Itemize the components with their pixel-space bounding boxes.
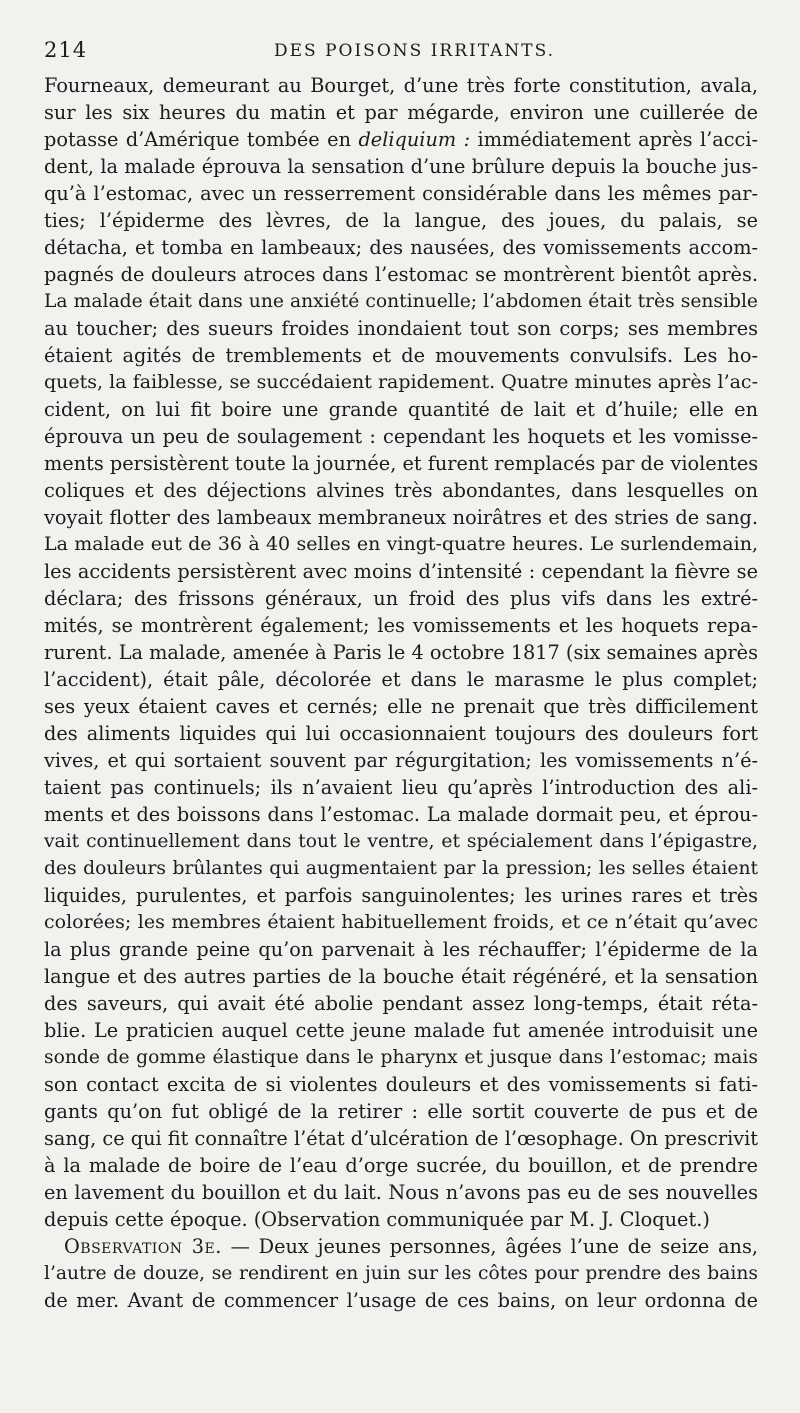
text-line: depuis cette époque. (Observation communiquée par M. J. Cloquet.): [44, 1208, 710, 1231]
text-line: son contact excita de si violentes douleurs et des vomissements si fati-: [44, 1073, 758, 1096]
text-segment: potasse d’Amérique tombée en: [44, 128, 359, 151]
text-line: des douleurs brûlantes qui augmentaient par la pression; les selles étaient: [44, 858, 758, 879]
text-segment: immédiatement après l’acci-: [470, 128, 758, 151]
text-line: voyait flotter des lambeaux membraneux noirâtres et des stries de sang.: [44, 506, 758, 529]
text-line: Fourneaux, demeurant au Bourget, d’une très forte constitution, avala,: [44, 74, 758, 97]
text-line: sang, ce qui fit connaître l’état d’ulcération de l’œsophage. On prescrivit: [44, 1127, 758, 1150]
running-head: DES POISONS IRRITANTS.: [274, 41, 556, 61]
text-line: quets, la faiblesse, se succédaient rapidement. Quatre minutes après l’ac-: [44, 371, 758, 393]
text-line: pagnés de douleurs atroces dans l’estomac se montrèrent bientôt après.: [44, 263, 758, 286]
text-line: vait continuellement dans tout le ventre, et spécialement dans l’épigastre,: [44, 831, 758, 852]
text-line: [44, 1233, 758, 1260]
text-line: l’autre de douze, se rendirent en juin sur les côtes pour prendre des bains: [44, 1263, 758, 1284]
text-line: les accidents persistèrent avec moins d’intensité : cependant la fièvre se: [44, 560, 758, 583]
text-line: la plus grande peine qu’on parvenait à les réchauffer; l’épiderme de la: [44, 938, 758, 961]
text-line: de mer. Avant de commencer l’usage de ces bains, on leur ordonna de: [44, 1289, 758, 1312]
text-line: vives, et qui sortaient souvent par régurgitation; les vomissements n’é-: [44, 749, 758, 772]
text-line: détacha, et tomba en lambeaux; des nausées, des vomissements accom-: [44, 236, 758, 259]
text-line: liquides, purulentes, et parfois sanguinolentes; les urines rares et très: [44, 884, 758, 907]
text-line: ties; l’épiderme des lèvres, de la langue, des joues, du palais, se: [44, 209, 758, 232]
text-line: dent, la malade éprouva la sensation d’une brûlure depuis la bouche jus-: [44, 155, 758, 178]
text-line: des saveurs, qui avait été abolie pendant assez long-temps, était réta-: [44, 992, 758, 1015]
text-line: l’accident), était pâle, décolorée et dans le marasme le plus complet;: [44, 668, 758, 691]
text-line: sur les six heures du matin et par mégarde, environ une cuillerée de: [44, 101, 758, 124]
text-line: La malade était dans une anxiété continuelle; l’abdomen était très sensible: [44, 291, 758, 312]
text-line: cident, on lui fit boire une grande quantité de lait et d’huile; elle en: [44, 398, 758, 421]
text-line: des aliments liquides qui lui occasionnaient toujours des douleurs fort: [44, 722, 758, 745]
text-line: qu’à l’estomac, avec un resserrement considérable dans les mêmes par-: [44, 182, 758, 205]
text-line: [44, 126, 758, 153]
text-line: sonde de gomme élastique dans le pharynx et jusque dans l’estomac; mais: [44, 1047, 758, 1068]
latin-term: deliquium :: [358, 128, 471, 151]
text-line: La malade eut de 36 à 40 selles en vingt-quatre heures. Le surlendemain,: [44, 533, 758, 555]
text-line: éprouva un peu de soulagement : cependant les hoquets et les vomisse-: [44, 425, 758, 448]
text-line: taient pas continuels; ils n’avaient lieu qu’après l’introduction des ali-: [44, 776, 758, 799]
text-line: rurent. La malade, amenée à Paris le 4 octobre 1817 (six semaines après: [44, 641, 758, 664]
text-line: à la malade de boire de l’eau d’orge sucrée, du bouillon, et de prendre: [44, 1154, 758, 1177]
text-line: déclara; des frissons généraux, un froid des plus vifs dans les extré-: [44, 587, 758, 610]
text-line: étaient agités de tremblements et de mouvements convulsifs. Les ho-: [44, 344, 758, 367]
body-text: [44, 72, 758, 1314]
text-line: mités, se montrèrent également; les vomissements et les hoquets repa-: [44, 614, 758, 637]
text-line: blie. Le praticien auquel cette jeune malade fut amenée introduisit une: [44, 1019, 758, 1042]
text-line: en lavement du bouillon et du lait. Nous n’avons pas eu de ses nouvelles: [44, 1181, 758, 1204]
text-line: gants qu’on fut obligé de la retirer : elle sortit couverte de pus et de: [44, 1100, 758, 1123]
text-segment: — Deux jeunes personnes, âgées l’une de seize ans,: [221, 1235, 758, 1258]
page-header: [44, 38, 756, 66]
observation-heading: Observation 3e.: [64, 1235, 222, 1258]
text-line: colorées; les membres étaient habituellement froids, et ce n’était qu’avec: [44, 911, 758, 933]
text-line: au toucher; des sueurs froides inondaient tout son corps; ses membres: [44, 317, 758, 340]
text-line: coliques et des déjections alvines très abondantes, dans lesquelles on: [44, 479, 758, 502]
text-line: langue et des autres parties de la bouche était régénéré, et la sensation: [44, 965, 758, 988]
text-line: ments persistèrent toute la journée, et furent remplacés par de violentes: [44, 452, 758, 475]
text-line: ments et des boissons dans l’estomac. La malade dormait peu, et éprou-: [44, 803, 758, 826]
text-line: ses yeux étaient caves et cernés; elle ne prenait que très difficilement: [44, 695, 758, 718]
page-number: 214: [44, 38, 88, 62]
